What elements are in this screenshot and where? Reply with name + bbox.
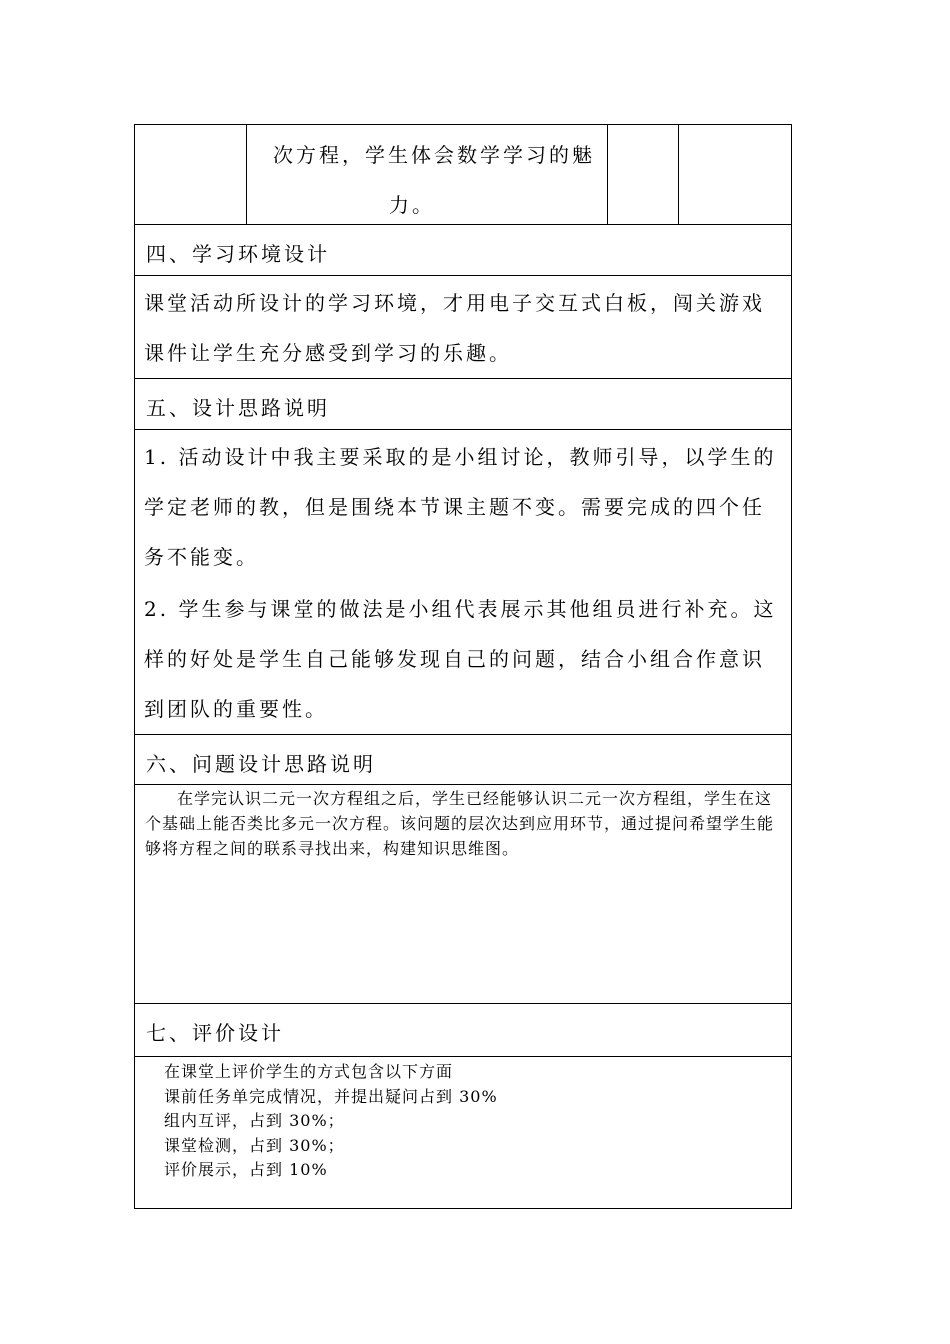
section-6-body-row — [135, 785, 792, 1004]
objective-continuation-cell — [247, 125, 608, 225]
evaluation-list — [135, 1057, 791, 1183]
continuation-line-2: 力。 — [389, 193, 435, 217]
section-6-body: 在学完认识二元一次方程组之后，学生已经能够认识二元一次方程组，学生在这个基础上能否类比多元一次方程。该问题的层次达到应用环节，通过提问希望学生能够将方程之间的联系寻找出来，构建知识思维图。 — [145, 789, 775, 858]
section-5-heading: 五、设计思路说明 — [146, 396, 330, 420]
section-5-paragraph-1: 1. 活动设计中我主要采取的是小组讨论，教师引导，以学生的学定老师的教，但是围绕本节课主题不变。需要完成的四个任务不能变。 — [144, 445, 777, 569]
evaluation-line: 组内互评，占到 30%； — [164, 1111, 345, 1130]
section-7-body-row — [135, 1057, 792, 1209]
section-5-body-row — [135, 430, 792, 735]
empty-cell-mid — [608, 125, 679, 225]
lesson-plan-table — [134, 124, 792, 1209]
evaluation-line: 在课堂上评价学生的方式包含以下方面 — [164, 1062, 454, 1081]
continuation-line-1: 次方程，学生体会数学学习的魅 — [273, 143, 595, 167]
section-6-heading-row — [135, 735, 792, 785]
empty-cell-left — [135, 125, 247, 225]
continuation-row — [135, 125, 792, 225]
evaluation-line: 课堂检测，占到 30%； — [164, 1135, 345, 1155]
evaluation-line: 评价展示，占到 10% — [164, 1160, 328, 1179]
section-5-heading-row — [135, 379, 792, 430]
evaluation-line: 课前任务单完成情况，并提出疑问占到 30% — [164, 1086, 498, 1106]
section-4-body-row — [135, 276, 792, 379]
empty-cell-right — [679, 125, 792, 225]
section-7-heading: 七、评价设计 — [146, 1021, 284, 1045]
section-6-heading: 六、问题设计思路说明 — [146, 752, 376, 776]
section-5-paragraph-2: 2. 学生参与课堂的做法是小组代表展示其他组员进行补充。这样的好处是学生自己能够发现自己的问题，结合小组合作意识到团队的重要性。 — [144, 597, 777, 721]
section-4-heading: 四、学习环境设计 — [146, 242, 330, 266]
section-4-heading-row — [135, 225, 792, 276]
section-7-heading-row — [135, 1004, 792, 1057]
section-4-body: 课堂活动所设计的学习环境，才用电子交互式白板，闯关游戏课件让学生充分感受到学习的乐趣。 — [144, 291, 765, 365]
